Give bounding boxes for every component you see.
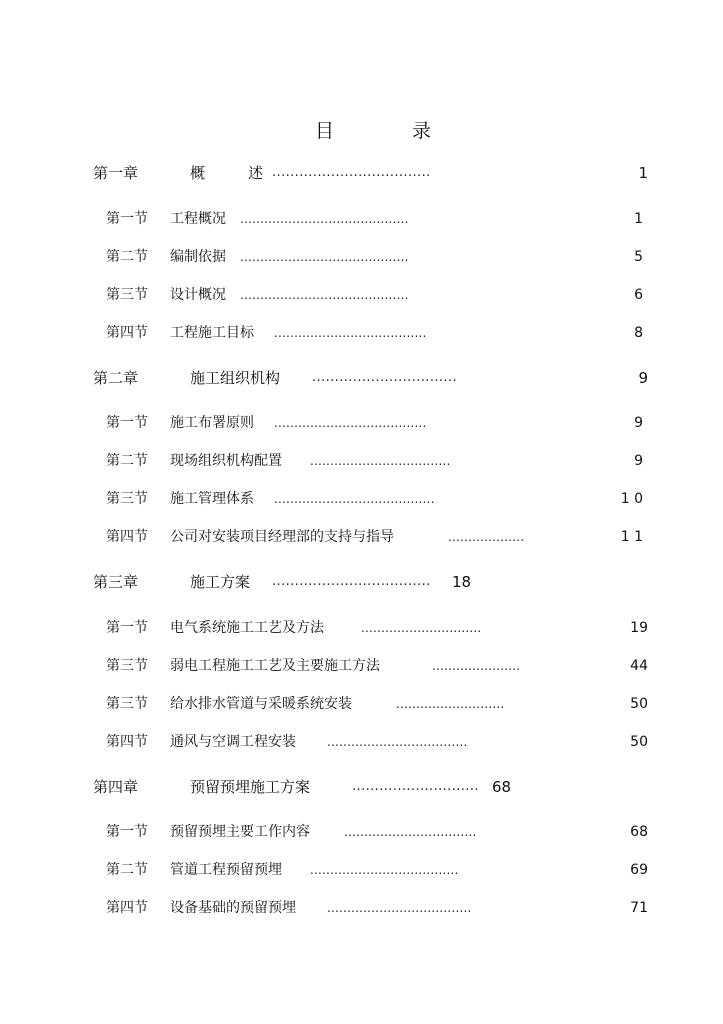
section-page-number: 8 (634, 325, 643, 341)
section-2-4-entry[interactable] (0, 526, 723, 548)
section-label: 第一节 (106, 415, 148, 431)
section-page-number: 9 (634, 415, 643, 431)
dot-leader: ........................................ (274, 492, 435, 506)
toc-title-char-2: 录 (412, 120, 432, 142)
dot-leader: ..................................... (310, 863, 459, 877)
section-1-4-entry[interactable] (0, 322, 723, 344)
section-label: 第二节 (106, 249, 148, 265)
section-title: 设备基础的预留预埋 (170, 900, 296, 916)
section-page-number: 44 (630, 658, 648, 674)
dot-leader: ................................. (344, 825, 477, 839)
section-title: 工程概况 (170, 211, 226, 227)
dot-leader: .......................................... (240, 212, 409, 226)
section-1-3-entry[interactable] (0, 284, 723, 306)
section-page-number: 1 1 (620, 529, 643, 545)
toc-title (0, 116, 723, 144)
section-1-1-entry[interactable] (0, 208, 723, 230)
section-label: 第一节 (106, 211, 148, 227)
section-label: 第一节 (106, 824, 148, 840)
section-title: 电气系统施工工艺及方法 (170, 620, 324, 636)
chapter-2-entry[interactable] (0, 367, 723, 389)
section-title: 弱电工程施工工艺及主要施工方法 (170, 658, 380, 674)
chapter-page-number: 9 (638, 369, 648, 387)
section-page-number: 5 (634, 249, 643, 265)
dot-leader: ................................... (327, 735, 468, 749)
section-label: 第三节 (106, 287, 148, 303)
section-page-number: 50 (630, 734, 648, 750)
section-page-number: 19 (630, 620, 648, 636)
chapter-label: 第四章 (93, 778, 139, 796)
section-3-2-entry[interactable] (0, 655, 723, 677)
section-1-2-entry[interactable] (0, 246, 723, 268)
section-3-1-entry[interactable] (0, 617, 723, 639)
dot-leader: ................... (448, 530, 525, 544)
section-label: 第三节 (106, 696, 148, 712)
section-label: 第三节 (106, 491, 148, 507)
chapter-3-entry[interactable] (0, 571, 723, 593)
section-page-number: 69 (630, 862, 648, 878)
chapter-page-number: 18 (452, 573, 472, 591)
dot-leader: ...................... (432, 659, 521, 673)
dot-leader: ...................................... (274, 326, 427, 340)
section-label: 第四节 (106, 325, 148, 341)
chapter-page-number: 68 (492, 778, 512, 796)
dot-leader: .......................................... (240, 288, 409, 302)
section-label: 第二节 (106, 862, 148, 878)
section-page-number: 1 (634, 211, 643, 227)
dot-leader: ........................... (396, 697, 505, 711)
section-page-number: 50 (630, 696, 648, 712)
section-title: 给水排水管道与采暖系统安装 (170, 696, 352, 712)
dot-leader: .......................................... (240, 250, 409, 264)
chapter-title: 施工组织机构 (190, 369, 281, 387)
section-title: 预留预埋主要工作内容 (170, 824, 310, 840)
dot-leader: .................................... (327, 901, 472, 915)
chapter-title: 施工方案 (190, 573, 251, 591)
section-2-2-entry[interactable] (0, 450, 723, 472)
dot-leader: ................................ (312, 370, 458, 385)
section-label: 第二节 (106, 453, 148, 469)
section-label: 第四节 (106, 529, 148, 545)
chapter-label: 第三章 (93, 573, 139, 591)
chapter-1-entry[interactable] (0, 162, 723, 184)
section-3-3-entry[interactable] (0, 693, 723, 715)
section-title: 编制依据 (170, 249, 226, 265)
section-label: 第四节 (106, 734, 148, 750)
dot-leader: .............................. (361, 621, 482, 635)
section-4-3-entry[interactable] (0, 897, 723, 919)
section-3-4-entry[interactable] (0, 731, 723, 753)
section-title: 施工布署原则 (170, 415, 254, 431)
section-title: 管道工程预留预埋 (170, 862, 282, 878)
chapter-title-part-2: 述 (248, 164, 264, 182)
toc-title-char-1: 目 (315, 120, 335, 142)
section-4-1-entry[interactable] (0, 821, 723, 843)
section-page-number: 6 (634, 287, 643, 303)
chapter-label: 第二章 (93, 369, 139, 387)
dot-leader: ................................... (310, 454, 451, 468)
section-title: 工程施工目标 (170, 325, 254, 341)
section-2-3-entry[interactable] (0, 488, 723, 510)
dot-leader: ................................... (272, 574, 431, 589)
section-label: 第四节 (106, 900, 148, 916)
section-page-number: 68 (630, 824, 648, 840)
section-page-number: 1 0 (620, 491, 643, 507)
section-page-number: 71 (630, 900, 648, 916)
section-page-number: 9 (634, 453, 643, 469)
section-label: 第三节 (106, 658, 148, 674)
section-title: 设计概况 (170, 287, 226, 303)
section-title: 施工管理体系 (170, 491, 254, 507)
section-title: 公司对安装项目经理部的支持与指导 (170, 529, 394, 545)
chapter-label: 第一章 (93, 164, 139, 182)
chapter-title: 预留预埋施工方案 (190, 778, 311, 796)
section-label: 第一节 (106, 620, 148, 636)
dot-leader: ................................... (272, 165, 431, 180)
section-title: 通风与空调工程安装 (170, 734, 296, 750)
dot-leader: ............................ (352, 779, 479, 794)
chapter-title-part-1: 概 (190, 164, 206, 182)
section-4-2-entry[interactable] (0, 859, 723, 881)
section-title: 现场组织机构配置 (170, 453, 282, 469)
dot-leader: ...................................... (274, 416, 427, 430)
section-2-1-entry[interactable] (0, 412, 723, 434)
chapter-4-entry[interactable] (0, 776, 723, 798)
chapter-page-number: 1 (638, 164, 648, 182)
